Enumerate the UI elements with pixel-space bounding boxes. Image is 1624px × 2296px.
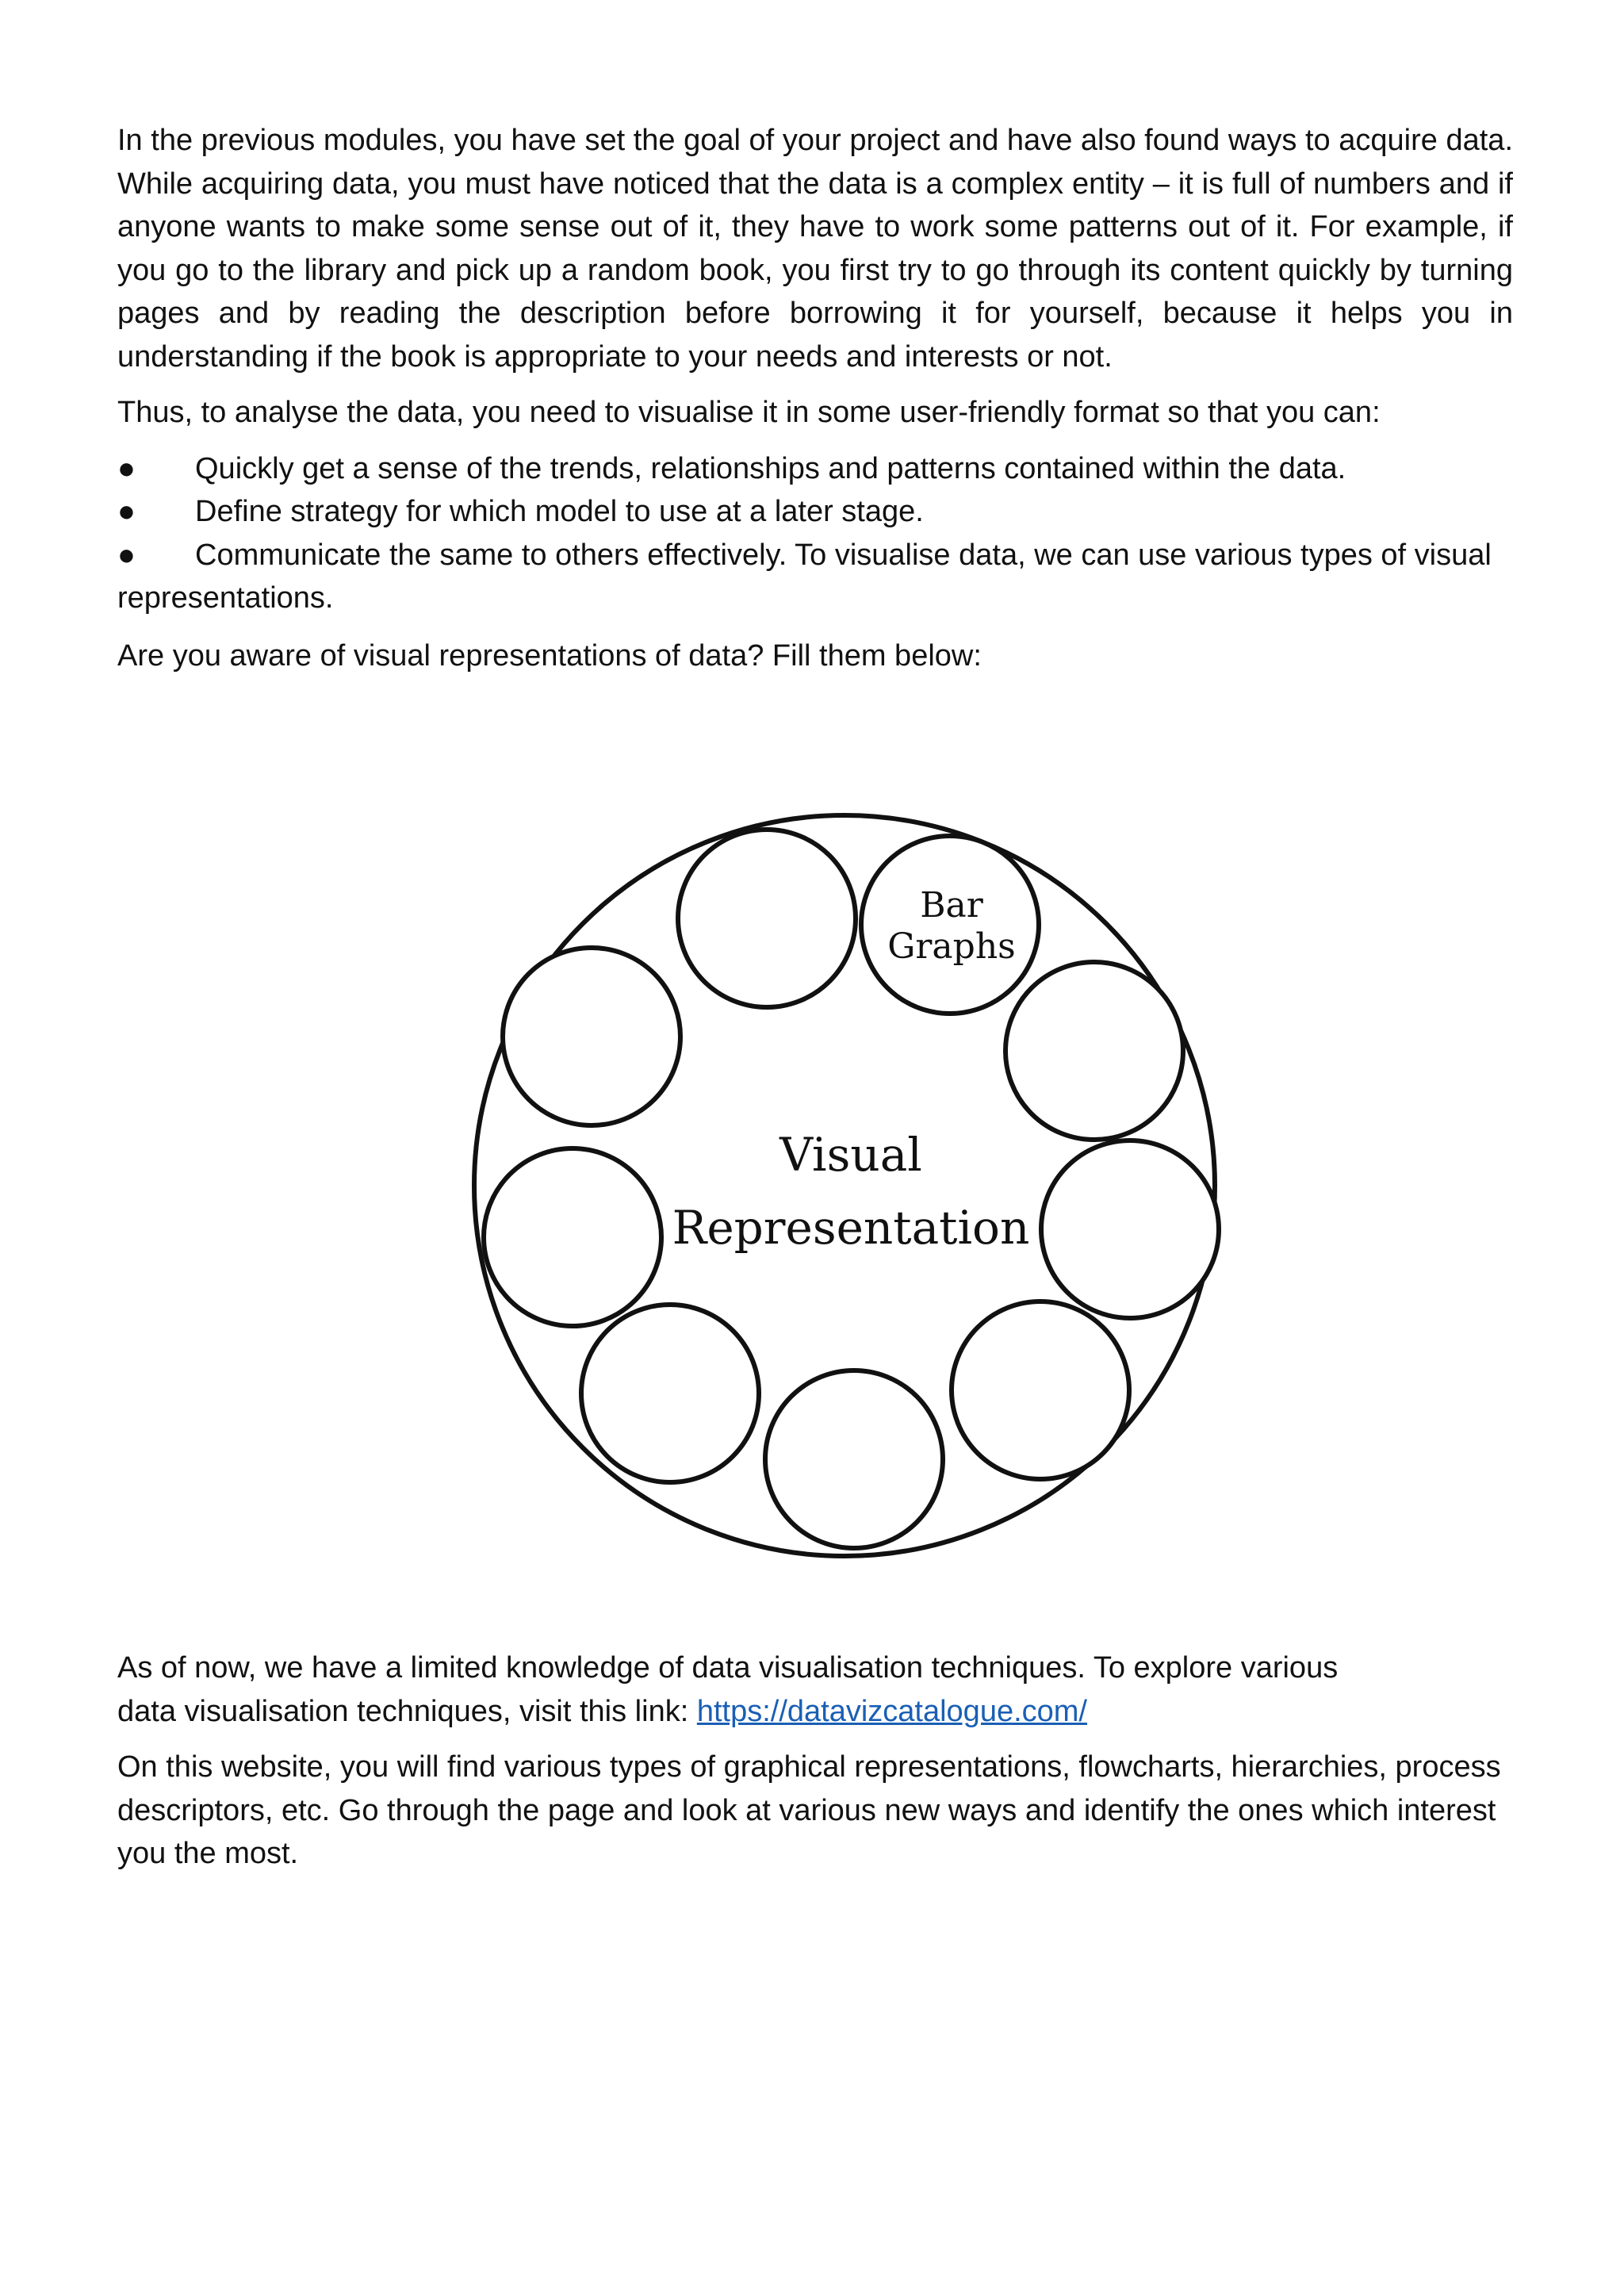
filled-circle-line2: Graphs (887, 926, 1016, 967)
bullet-icon: ● (117, 538, 136, 572)
center-title-line2: Representation (672, 1201, 1030, 1255)
bullet-icon: ● (117, 451, 136, 485)
outro-line1: As of now, we have a limited knowledge of data visualisation techniques. To explore various (117, 1651, 1339, 1685)
bullet-list (117, 447, 1513, 620)
blank-circle-bottom (765, 1370, 943, 1548)
filled-circle-line1: Bar (920, 885, 983, 926)
intro-lead: Thus, to analyse the data, you need to visualise it in some user-friendly format so that you can: (117, 396, 1381, 429)
blank-circle-left (484, 1148, 661, 1326)
outro-line2 (117, 1690, 1513, 1734)
center-title-line1: Visual (779, 1128, 922, 1182)
bullet-continuation: representations. (117, 581, 334, 615)
diagram-svg (472, 809, 1233, 1570)
outro-line2-text: data visualisation techniques, visit this link: (117, 1694, 697, 1728)
bullet-text: Quickly get a sense of the trends, relationships and patterns contained within the data. (195, 451, 1346, 485)
list-item (117, 447, 1513, 491)
datavizcatalogue-link[interactable]: https://datavizcatalogue.com/ (696, 1694, 1087, 1728)
visual-representation-diagram (472, 809, 1233, 1570)
list-item (117, 490, 1513, 534)
blank-circle-right (1041, 1140, 1219, 1318)
fill-prompt: Are you aware of visual representations of data? Fill them below: (117, 638, 982, 673)
list-item (117, 534, 1513, 577)
bullet-text: Define strategy for which model to use at a later stage. (195, 495, 924, 528)
bullet-text: Communicate the same to others effectively. To visualise data, we can use various types of visual (195, 538, 1492, 572)
outro-paragraph: On this website, you will find various types of graphical representations, flowcharts, hierarchies, process descriptors, etc. Go through the page and look at various new ways and identify the ones which interest you the most. (117, 1750, 1501, 1870)
blank-circle-left-upper (503, 948, 680, 1125)
lower-section (117, 1646, 1513, 1876)
blank-circle-right-upper (1005, 962, 1183, 1140)
blank-circle-bottom-right (952, 1301, 1129, 1479)
blank-circle-bottom-left (581, 1305, 759, 1482)
intro-paragraph: In the previous modules, you have set the goal of your project and have also found ways to acquire data. While acquiring data, you must have noticed that the data is a complex entity – it is full of numbers and if anyone wants to make some sense out of it, they have to work some patterns out of it. For example, if you go to the library and pick up a random book, you first try to go through its content quickly by turning pages and by reading the description before borrowing it for yourself, because it helps you in understanding if the book is appropriate to your needs and interests or not. (117, 124, 1513, 374)
document-body (117, 119, 1513, 677)
bullet-icon: ● (117, 495, 136, 528)
blank-circle-top-left (678, 830, 856, 1007)
